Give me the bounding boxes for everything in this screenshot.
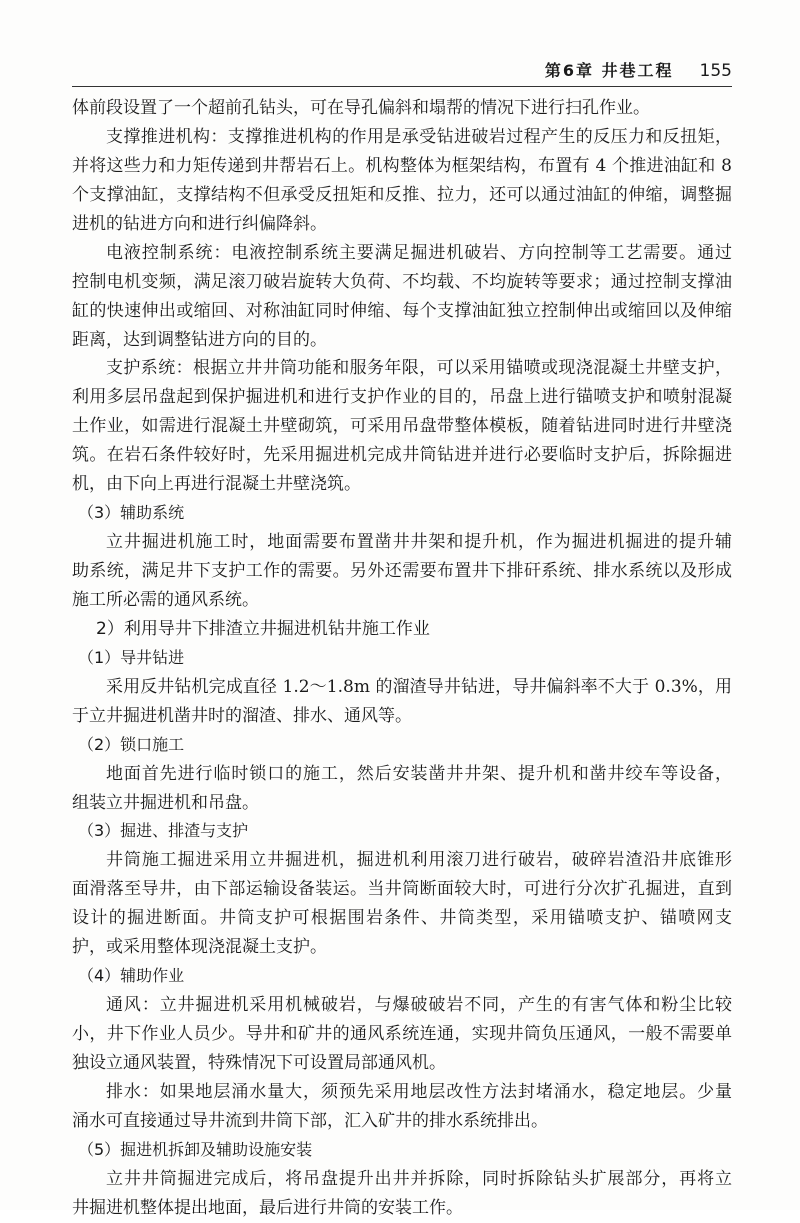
text-line: 小，井下作业人员少。导井和矿井的通风系统连通，实现井筒负压通风，一般不需要单 (72, 1024, 732, 1044)
body-text (72, 94, 732, 1223)
text-line: 助系统，满足井下支护工作的需要。另外还需要布置井下排矸系统、排水系统以及形成 (72, 561, 732, 581)
text-line: 土作业，如需进行混凝土井壁砌筑，可采用吊盘带整体模板，随着钻进同时进行井壁浇 (72, 416, 732, 437)
text-line: 距离，达到调整钻进方向的目的。 (72, 329, 327, 350)
text-line: 个支撑油缸，支撑结构不但承受反扭矩和反推、拉力，还可以通过油缸的伸缩，调整掘 (72, 184, 732, 205)
text-line: 护，或采用整体现浇混凝土支护。 (72, 937, 327, 958)
text-line: 立井掘进机施工时，地面需要布置凿井井架和提升机，作为掘进机掘进的提升辅 (106, 532, 732, 553)
text-line: 利用多层吊盘起到保护掘进机和进行支护作业的目的，吊盘上进行锚喷支护和喷射混凝 (72, 387, 732, 408)
section-heading: （2）锁口施工 (78, 734, 185, 754)
text-line: 电液控制系统：电液控制系统主要满足掘进机破岩、方向控制等工艺需要。通过 (106, 242, 732, 263)
text-line: 采用反井钻机完成直径 1.2～1.8m 的溜渣导井钻进，导井偏斜率不大于 0.3%，用 (106, 676, 732, 697)
chapter-title: 第6章 井巷工程 (544, 61, 674, 80)
text-line: 井筒施工掘进采用立井掘进机，掘进机利用滚刀进行破岩，破碎岩渣沿井底锥形 (106, 850, 732, 871)
section-heading: （5）掘进机拆卸及辅助设施安装 (78, 1139, 313, 1159)
section-heading: 2）利用导井下排渣立井掘进机钻井施工作业 (96, 618, 430, 639)
text-line: 独设立通风装置，特殊情况下可设置局部通风机。 (72, 1052, 446, 1073)
text-line: 井掘进机整体提出地面，最后进行井筒的安装工作。 (72, 1197, 463, 1218)
section-heading: （3）辅助系统 (78, 503, 185, 523)
section-heading: （3）掘进、排渣与支护 (78, 821, 249, 841)
text-line: 机，由下向上再进行混凝土井壁浇筑。 (72, 474, 361, 495)
text-line: 体前段设置了一个超前孔钻头，可在导孔偏斜和塌帮的情况下进行扫孔作业。 (72, 98, 650, 118)
text-line: 排水：如果地层涌水量大，须预先采用地层改性方法封堵涌水，稳定地层。少量 (106, 1081, 732, 1102)
text-line: 筑。在岩石条件较好时，先采用掘进机完成井筒钻进并进行必要临时支护后，拆除掘进 (72, 445, 732, 466)
text-line: 支撑推进机构：支撑推进机构的作用是承受钻进破岩过程产生的反压力和反扭矩， (106, 126, 732, 147)
text-line: 于立井掘进机凿井时的溜渣、排水、通风等。 (72, 705, 412, 726)
running-header (72, 58, 732, 87)
text-line: 组装立井掘进机和吊盘。 (72, 792, 259, 813)
text-line: 通风：立井掘进机采用机械破岩，与爆破破岩不同，产生的有害气体和粉尘比较 (106, 995, 732, 1016)
text-line: 设计的掘进断面。井筒支护可根据围岩条件、井筒类型，采用锚喷支护、锚喷网支 (72, 908, 732, 929)
text-line: 施工所必需的通风系统。 (72, 589, 259, 610)
section-heading: （1）导井钻进 (78, 647, 185, 667)
page-number: 155 (699, 61, 732, 81)
text-line: 面滑落至导井，由下部运输设备装运。当井筒断面较大时，可进行分次扩孔掘进，直到 (72, 879, 732, 900)
text-line: 支护系统：根据立井井筒功能和服务年限，可以采用锚喷或现浇混凝土井壁支护， (106, 358, 732, 379)
text-line: 涌水可直接通过导井流到井筒下部，汇入矿井的排水系统排出。 (72, 1110, 548, 1131)
text-line: 并将这些力和力矩传递到井帮岩石上。机构整体为框架结构，布置有 4 个推进油缸和 8 (72, 155, 732, 176)
text-line: 进机的钻进方向和进行纠偏降斜。 (72, 213, 327, 234)
text-line: 立井井筒掘进完成后，将吊盘提升出井并拆除，同时拆除钻头扩展部分，再将立 (106, 1168, 732, 1189)
text-line: 控制电机变频，满足滚刀破岩旋转大负荷、不均载、不均旋转等要求；通过控制支撑油 (72, 271, 732, 292)
text-line: 地面首先进行临时锁口的施工，然后安装凿井井架、提升机和凿井绞车等设备， (106, 763, 732, 784)
section-heading: （4）辅助作业 (78, 966, 185, 986)
text-line: 缸的快速伸出或缩回、对称油缸同时伸缩、每个支撑油缸独立控制伸出或缩回以及伸缩 (72, 300, 732, 321)
